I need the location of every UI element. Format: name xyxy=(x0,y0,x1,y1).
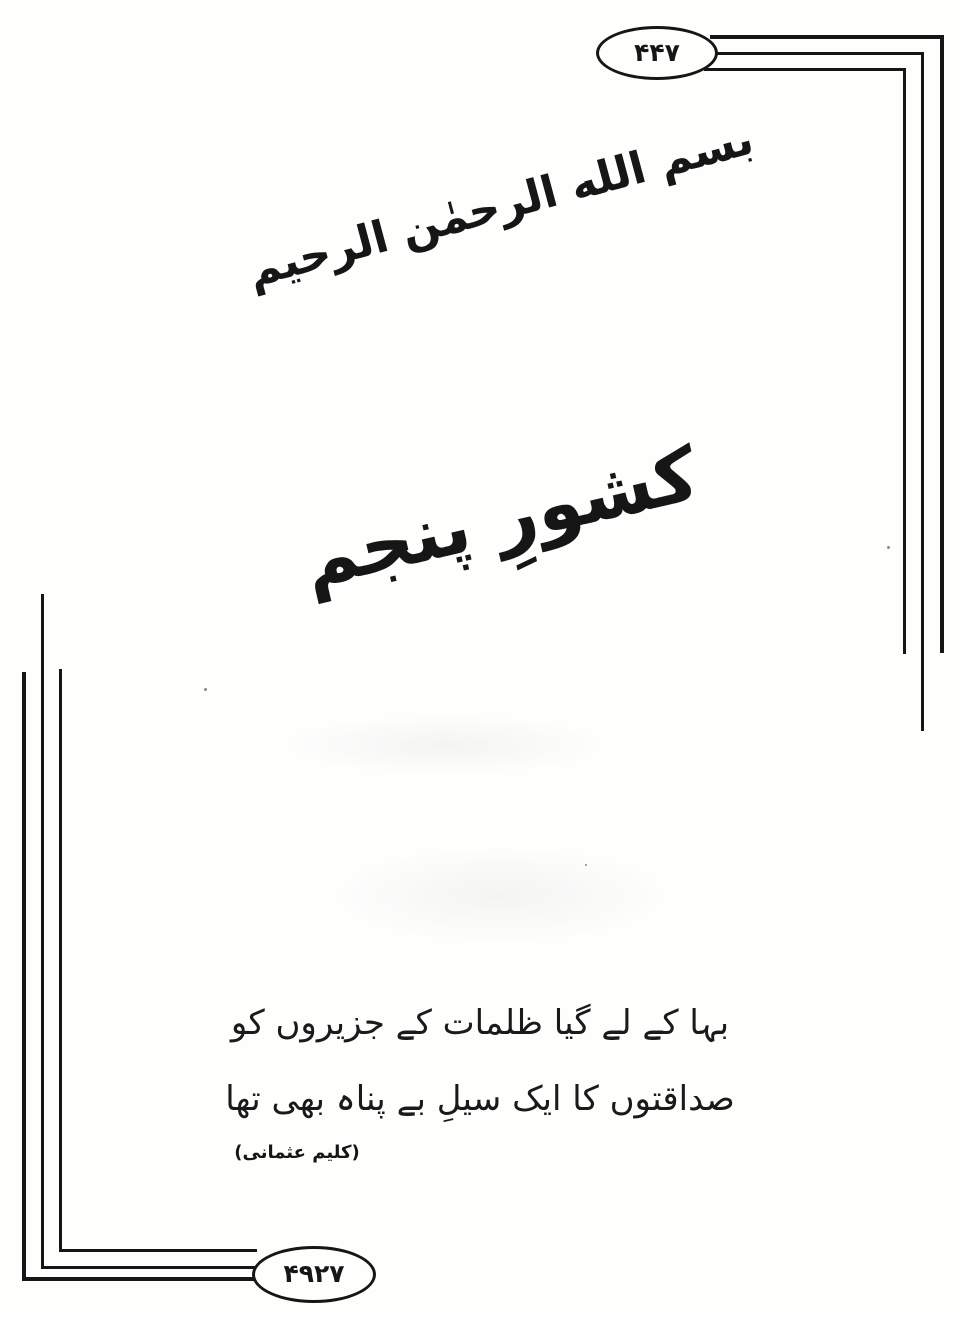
border-line-right-outer xyxy=(940,35,944,653)
scan-speck xyxy=(887,546,890,549)
border-line-top-middle xyxy=(712,52,924,55)
page-number-bottom: ۴۹۲۷ xyxy=(283,1259,345,1288)
scan-speck xyxy=(204,688,207,691)
scan-smudge xyxy=(330,845,670,945)
page-number-badge-top xyxy=(596,26,718,80)
border-line-left-outer xyxy=(22,672,26,1281)
section-title-text: کشورِ پنجم xyxy=(294,430,706,605)
border-line-right-inner xyxy=(903,68,906,654)
bismillah-calligraphy xyxy=(241,95,759,315)
border-line-bottom-inner xyxy=(59,1249,257,1252)
verse-line-1: بہا کے لے گیا ظلمات کے جزیروں کو xyxy=(230,1003,730,1043)
border-line-bottom-outer xyxy=(22,1277,264,1281)
page-number-badge-bottom xyxy=(252,1246,376,1303)
verse-line-2: صداقتوں کا ایک سیلِ بے پناہ بھی تھا xyxy=(225,1079,735,1119)
verse-attribution: (کلیم عثمانی) xyxy=(234,1142,360,1163)
border-line-left-middle xyxy=(41,594,44,1269)
border-line-top-outer xyxy=(710,35,944,39)
border-line-bottom-middle xyxy=(41,1266,260,1269)
scan-speck xyxy=(585,864,587,866)
border-line-right-middle xyxy=(921,52,924,731)
bismillah-text: بسم الله الرحمٰن الرحيم xyxy=(241,112,759,298)
section-title-calligraphy xyxy=(290,420,710,615)
scan-smudge xyxy=(280,715,610,775)
page-number-top: ۴۴۷ xyxy=(634,37,680,67)
border-line-left-inner xyxy=(59,669,62,1252)
border-line-top-inner xyxy=(704,68,906,71)
